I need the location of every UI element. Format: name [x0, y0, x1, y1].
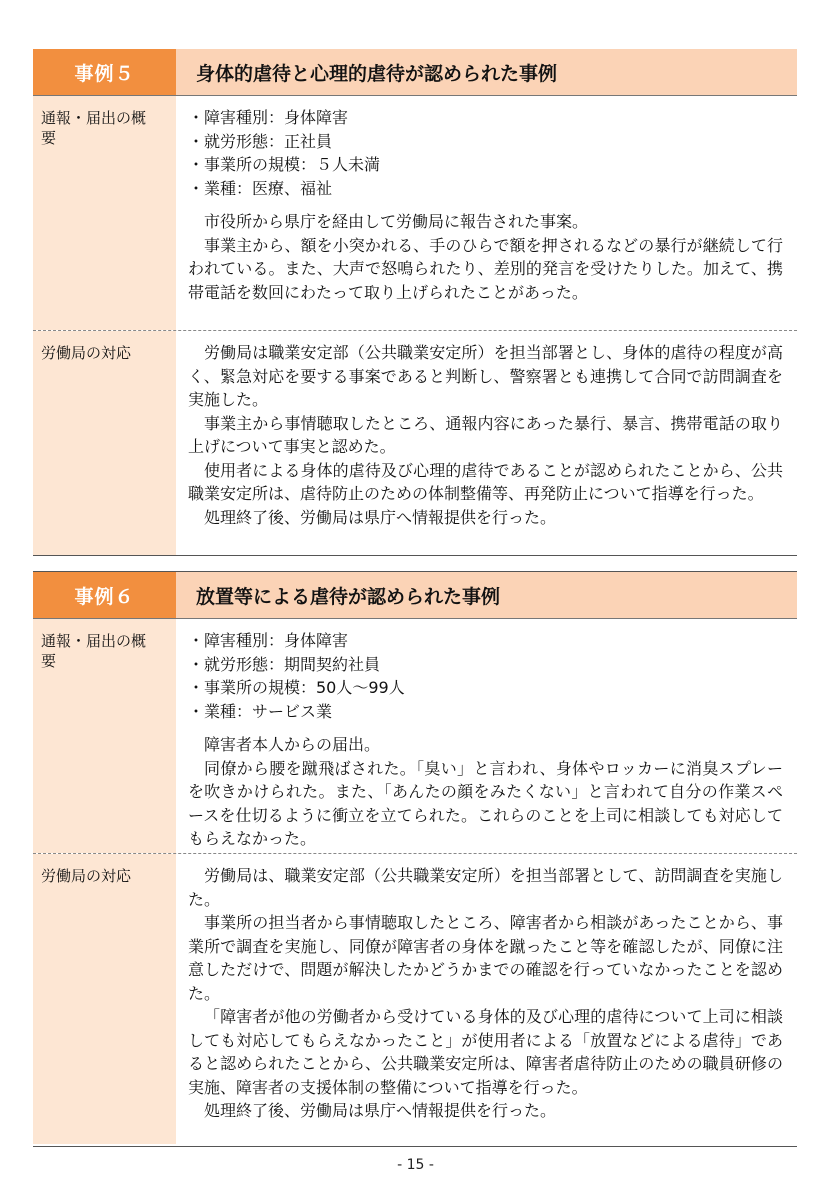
- list-item: ・障害種別：身体障害: [188, 631, 349, 650]
- response-content: [176, 854, 797, 1144]
- report-label: [33, 619, 176, 853]
- report-paragraph: 市役所から県庁を経由して労働局に報告された事案。: [204, 212, 589, 231]
- case-header: [33, 49, 797, 96]
- report-row: [33, 619, 797, 853]
- response-paragraph: 使用者による身体的虐待及び心理的虐待であることが認められたことから、公共職業安定所は、虐待防止のための体制整備等、再発防止について指導を行った。: [188, 460, 783, 503]
- report-paragraph: 事業主から、額を小突かれる、手のひらで額を押されるなどの暴行が継続して行われている。また、大声で怒鳴られたり、差別的発言を受けたりした。加えて、携帯電話を数回にわたって取り上げられたことがあった。: [188, 235, 783, 302]
- attribute-list: [188, 106, 783, 200]
- case-number: 事例６: [33, 572, 176, 618]
- list-item: ・就労形態：正社員: [188, 131, 333, 151]
- case-header: [33, 572, 797, 619]
- report-label-text: 通報・届出の概要: [41, 109, 147, 147]
- list-item: ・事業所の規模：５人未満: [188, 155, 381, 174]
- case-number: 事例５: [33, 49, 176, 95]
- response-label: [33, 854, 176, 1144]
- response-paragraph: 事業主から事情聴取したところ、通報内容にあった暴行、暴言、携帯電話の取り上げについて事実と認めた。: [188, 413, 783, 456]
- response-paragraph: 「障害者が他の労働者から受けている身体的及び心理的虐待について上司に相談しても対応してもらえなかったこと」が使用者による「放置などによる虐待」であると認められたことから、公共職業安定所は、障害者虐待防止のための職員研修の実施、障害者の支援体制の整備について指導を行った。: [188, 1007, 783, 1097]
- attribute-list: [188, 629, 783, 723]
- response-label-text: 労働局の対応: [41, 867, 132, 885]
- report-paragraph: 障害者本人からの届出。: [204, 735, 381, 754]
- response-content: [176, 331, 797, 555]
- report-content: [176, 619, 797, 853]
- response-paragraph: 処理終了後、労働局は県庁へ情報提供を行った。: [204, 1101, 557, 1120]
- list-item: ・業種：サービス業: [188, 701, 333, 721]
- list-item: ・業種：医療、福祉: [188, 178, 333, 198]
- list-item: ・障害種別：身体障害: [188, 108, 349, 127]
- response-label-text: 労働局の対応: [41, 344, 132, 362]
- case-6: [33, 571, 797, 1147]
- list-item: ・就労形態：期間契約社員: [188, 654, 381, 674]
- response-paragraph: 処理終了後、労働局は県庁へ情報提供を行った。: [204, 507, 557, 527]
- response-paragraph: 労働局は、職業安定部（公共職業安定所）を担当部署として、訪問調査を実施した。: [188, 866, 783, 909]
- case-5: [33, 49, 797, 556]
- report-paragraph: 同僚から腰を蹴飛ばされた。「臭い」と言われ、身体やロッカーに消臭スプレーを吹きかけられた。また、「あんたの顔をみたくない」と言われて自分の作業スペースを仕切るように衝立を立てられた。これらのことを上司に相談しても対応してもらえなかった。: [188, 758, 783, 848]
- case-title: 身体的虐待と心理的虐待が認められた事例: [176, 49, 797, 95]
- page-number: - 15 -: [397, 1157, 434, 1173]
- response-label: [33, 331, 176, 555]
- response-paragraph: 労働局は職業安定部（公共職業安定所）を担当部署とし、身体的虐待の程度が高く、緊急対応を要する事案であると判断し、警察署とも連携して合同で訪問調査を実施した。: [188, 343, 783, 409]
- response-paragraph: 事業所の担当者から事情聴取したところ、障害者から相談があったことから、事業所で調査を実施し、同僚が障害者の身体を蹴ったこと等を確認したが、同僚に注意しただけで、問題が解決したかどうかまでの確認を行っていなかったことを認めた。: [188, 913, 783, 1003]
- response-row: [33, 853, 797, 1144]
- case-title: 放置等による虐待が認められた事例: [176, 572, 797, 618]
- response-row: [33, 330, 797, 555]
- report-label-text: 通報・届出の概要: [41, 632, 147, 670]
- report-label: [33, 96, 176, 330]
- report-content: [176, 96, 797, 330]
- list-item: ・事業所の規模：50人～99人: [188, 678, 405, 697]
- report-row: [33, 96, 797, 330]
